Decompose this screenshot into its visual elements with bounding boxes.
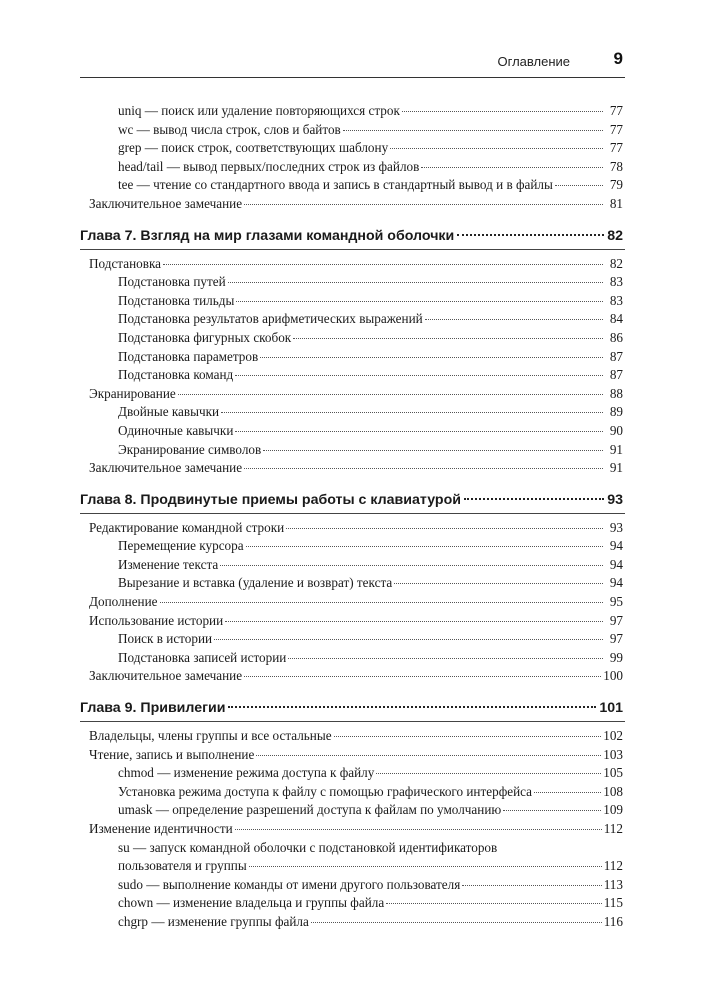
toc-page-number: 84 (609, 311, 623, 327)
toc-page-number: 89 (609, 404, 623, 420)
leader-dots (228, 706, 596, 708)
leader-dots (555, 185, 603, 186)
leader-dots (160, 602, 603, 603)
toc-entry[interactable] (80, 913, 625, 932)
leader-dots (244, 468, 603, 469)
toc-entry-label: chgrp — изменение группы файла (118, 913, 309, 929)
toc-entry-label: Подстановка фигурных скобок (118, 329, 292, 345)
toc-entry-label: Подстановка параметров (118, 348, 259, 364)
toc-page-number: 105 (603, 765, 623, 781)
toc-entry[interactable] (80, 667, 625, 686)
toc-page-number: 108 (603, 783, 623, 799)
toc-page-number: 94 (609, 538, 623, 554)
toc-page-number: 109 (603, 802, 623, 818)
toc-entry-label: chown — изменение владельца и группы файла (118, 895, 385, 911)
toc-entry-label: tee — чтение со стандартного ввода и запись в стандартный вывод и в файлы (118, 177, 553, 193)
chapter-page-number: 93 (607, 491, 623, 508)
toc-entry-label: Заключительное замечание (89, 195, 243, 211)
toc-entry-label: Подстановка команд (118, 367, 234, 383)
chapter-title: Глава 8. Продвинутые приемы работы с клавиатурой (80, 491, 461, 508)
toc-entry[interactable] (80, 329, 625, 348)
toc-entry-label: Подстановка результатов арифметических выражений (118, 311, 423, 327)
toc-entry[interactable] (80, 537, 625, 556)
chapter-entries (80, 249, 625, 478)
chapter-heading[interactable] (80, 490, 625, 513)
toc-page-number: 77 (609, 103, 623, 118)
leader-dots (228, 282, 603, 283)
toc-entry-label: Дополнение (89, 594, 158, 610)
toc-entry[interactable] (80, 727, 625, 746)
toc-entry-label: chmod — изменение режима доступа к файлу (118, 765, 375, 781)
toc-entry-label: Изменение идентичности (89, 821, 233, 836)
leader-dots (343, 130, 603, 131)
toc-entry[interactable] (80, 574, 625, 593)
toc-entry-label: grep — поиск строк, соответствующих шаблону (118, 140, 389, 156)
toc-page-number: 113 (603, 876, 623, 892)
leader-dots (220, 565, 603, 566)
leader-dots (286, 528, 603, 529)
toc-entry[interactable] (80, 102, 625, 121)
leader-dots (311, 922, 602, 923)
toc-entry-label: Чтение, запись и выполнение (89, 746, 255, 762)
leader-dots (402, 111, 603, 112)
toc-entry[interactable] (80, 139, 625, 158)
toc-entry[interactable] (80, 422, 625, 441)
chapter-page-number: 101 (599, 700, 623, 717)
leader-dots (256, 755, 601, 756)
toc-entry-label: Вырезание и вставка (удаление и возврат) текста (118, 575, 393, 591)
toc-page-number: 81 (609, 195, 623, 211)
toc-page-number: 103 (603, 746, 623, 762)
toc-page-number: 116 (603, 913, 623, 929)
leader-dots (236, 301, 603, 302)
toc-entry-label: sudo — выполнение команды от имени другого пользователя (118, 876, 461, 892)
leader-dots (235, 431, 603, 432)
toc-entry[interactable] (80, 876, 625, 895)
toc-entry[interactable] (80, 441, 625, 460)
toc-entry-label: Подстановка записей истории (118, 649, 287, 665)
toc-entry[interactable] (80, 366, 625, 385)
leader-dots (334, 736, 602, 737)
toc-page-number: 91 (609, 441, 623, 457)
toc-entry[interactable] (80, 839, 625, 876)
toc-entry[interactable] (80, 385, 625, 404)
chapter-heading[interactable] (80, 226, 625, 249)
toc-page-number: 83 (609, 292, 623, 308)
chapter-section (80, 490, 625, 686)
toc-entry-label-line1: su — запуск командной оболочки с подстановкой идентификаторов (118, 839, 498, 855)
leader-dots (421, 167, 603, 168)
toc-page-number: 95 (609, 594, 623, 610)
toc-entry-label: Использование истории (89, 612, 224, 628)
toc-entry-label: Перемещение курсора (118, 538, 244, 554)
toc-entry[interactable] (80, 764, 625, 783)
toc-entry[interactable] (80, 519, 625, 538)
toc-page-number: 87 (609, 348, 623, 364)
toc-entry[interactable] (80, 255, 625, 274)
running-header (80, 49, 625, 78)
chapter-page-number: 82 (607, 227, 623, 244)
chapter-entries (80, 721, 625, 932)
leader-dots (214, 639, 603, 640)
leader-dots (464, 498, 604, 500)
leader-dots (462, 885, 601, 886)
chapter-section (80, 226, 625, 478)
toc-entry-label: Подстановка путей (118, 274, 226, 290)
leader-dots (394, 583, 603, 584)
leader-dots (425, 319, 603, 320)
toc-entry-label: Заключительное замечание (89, 668, 243, 684)
leader-dots (244, 204, 603, 205)
leader-dots (178, 394, 603, 395)
toc-entry-label: Подстановка тильды (118, 292, 235, 308)
leader-dots (244, 676, 601, 677)
toc-entry-label-line2: пользователя и группы (118, 858, 247, 874)
toc-entry[interactable] (80, 348, 625, 367)
toc-entry-label: Экранирование (89, 385, 176, 401)
leader-dots (457, 234, 604, 236)
toc-page-number: 94 (609, 556, 623, 572)
toc-entry[interactable] (80, 649, 625, 668)
toc-entry-label: Заключительное замечание (89, 460, 243, 476)
toc-entry[interactable] (80, 459, 625, 478)
toc-entry-label: Экранирование символов (118, 441, 262, 457)
leader-dots (163, 264, 603, 265)
toc-entry[interactable] (80, 121, 625, 140)
toc-entry[interactable] (80, 195, 625, 214)
toc-page-number: 77 (609, 140, 623, 156)
leader-dots (246, 546, 603, 547)
toc-entry[interactable] (80, 556, 625, 575)
running-header-title: Оглавление (497, 54, 570, 69)
toc-entry[interactable] (80, 158, 625, 177)
toc-entry[interactable] (80, 292, 625, 311)
toc-page-number: 83 (609, 274, 623, 290)
toc-page-number: 99 (609, 649, 623, 665)
toc-entry-label: Редактирование командной строки (89, 519, 285, 535)
chapter-heading[interactable] (80, 698, 625, 721)
chapter-title: Глава 7. Взгляд на мир глазами командной оболочки (80, 227, 455, 244)
toc-entry[interactable] (80, 820, 625, 839)
toc-page-number: 97 (609, 631, 623, 647)
leader-dots (503, 810, 601, 811)
toc-entry[interactable] (80, 801, 625, 820)
toc-page-number: 112 (603, 821, 623, 836)
leader-dots (225, 621, 603, 622)
toc-page-number: 115 (603, 895, 623, 911)
toc-page-number: 97 (609, 612, 623, 628)
toc-entry-label: Изменение текста (118, 556, 219, 572)
leader-dots (235, 829, 602, 830)
toc-entry[interactable] (80, 894, 625, 913)
leader-dots (235, 375, 603, 376)
chapter-section (80, 698, 625, 932)
leader-dots (260, 357, 603, 358)
leader-dots (249, 866, 602, 867)
toc-page-number: 102 (603, 728, 623, 744)
page-number: 9 (613, 49, 623, 68)
toc-entry-label: Подстановка (89, 255, 162, 271)
toc-entry-label: Поиск в истории (118, 631, 213, 647)
toc-entry-label: wc — вывод числа строк, слов и байтов (118, 121, 341, 137)
leader-dots (288, 658, 603, 659)
toc-entry[interactable] (80, 403, 625, 422)
toc-entry[interactable] (80, 783, 625, 802)
toc-entry[interactable] (80, 310, 625, 329)
toc-page-number: 78 (609, 158, 623, 174)
toc-entry[interactable] (80, 273, 625, 292)
toc-entry-label: Двойные кавычки (118, 404, 220, 420)
leader-dots (534, 792, 601, 793)
leader-dots (390, 148, 603, 149)
toc-page-number: 91 (609, 460, 623, 476)
toc-entry-label: head/tail — вывод первых/последних строк из файлов (118, 158, 420, 174)
toc-entry-label: Установка режима доступа к файлу с помощью графического интерфейса (118, 783, 533, 799)
chapter-entries (80, 513, 625, 686)
toc-page-number: 82 (609, 255, 623, 271)
toc-entry[interactable] (80, 612, 625, 631)
table-of-contents (80, 102, 625, 932)
toc-page-number: 112 (603, 858, 623, 874)
toc-page-number: 86 (609, 329, 623, 345)
toc-page-number: 79 (609, 177, 623, 193)
toc-entry-label: uniq — поиск или удаление повторяющихся строк (118, 103, 400, 118)
toc-page-number: 93 (609, 519, 623, 535)
toc-entry[interactable] (80, 746, 625, 765)
leader-dots (376, 773, 601, 774)
toc-page-number: 87 (609, 367, 623, 383)
toc-page-number: 88 (609, 385, 623, 401)
toc-entry-label: umask — определение разрешений доступа к файлам по умолчанию (118, 802, 502, 818)
toc-entry[interactable] (80, 176, 625, 195)
leader-dots (221, 412, 603, 413)
toc-entry[interactable] (80, 593, 625, 612)
toc-entry[interactable] (80, 630, 625, 649)
toc-entry-label: Одиночные кавычки (118, 422, 234, 438)
toc-page-number: 100 (603, 668, 623, 684)
toc-page-number: 94 (609, 575, 623, 591)
toc-entry-label: Владельцы, члены группы и все остальные (89, 728, 332, 744)
leader-dots (386, 903, 602, 904)
toc-page-number: 77 (609, 121, 623, 137)
toc-page-number: 90 (609, 422, 623, 438)
leader-dots (293, 338, 603, 339)
leader-dots (263, 450, 603, 451)
chapter-title: Глава 9. Привилегии (80, 700, 226, 717)
